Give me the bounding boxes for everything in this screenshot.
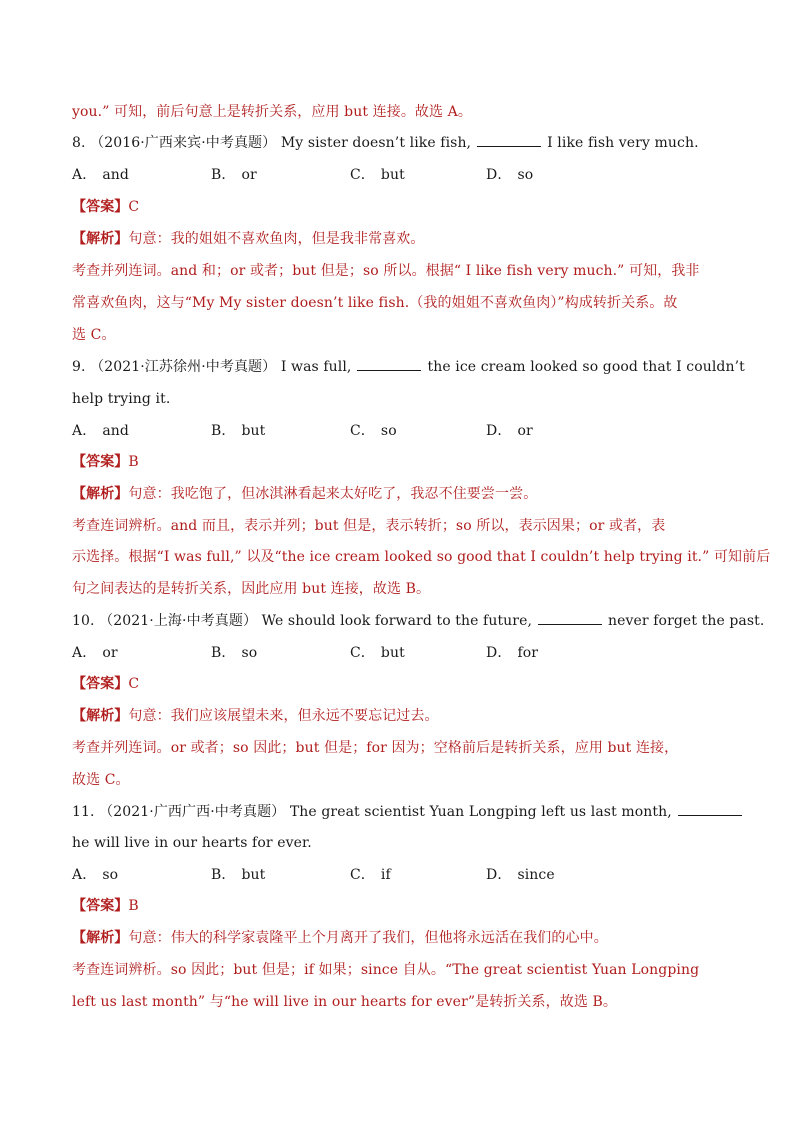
- option-d: D． so: [486, 167, 534, 183]
- question-11-analysis-line: 考查连词辨析。so 因此；but 但是；if 如果；since 自从。“The great scientist Yuan Longping: [72, 962, 700, 978]
- question-8-analysis-line: 选 C。: [72, 327, 116, 343]
- answer-blank: [538, 610, 602, 625]
- question-8: [72, 132, 724, 154]
- option-d: D． for: [486, 645, 539, 661]
- option-b: B． so: [211, 645, 258, 661]
- question-8-source: （2016·广西来宾·中考真题）: [90, 135, 277, 151]
- question-10-analysis-line: 考查并列连词。or 或者；so 因此；but 但是；for 因为；空格前后是转折关系，应用 but 连接，: [72, 740, 679, 756]
- question-10-analysis-label: 【解析】句意：我们应该展望未来，但永远不要忘记过去。: [72, 708, 439, 724]
- question-9: 9. （2021·江苏徐州·中考真题） I was full, the ice cream looked so good that I couldn’t: [72, 356, 724, 378]
- option-d: D． or: [486, 423, 533, 439]
- question-10-answer: 【答案】C: [72, 676, 140, 692]
- question-9-answer: 【答案】B: [72, 454, 139, 470]
- question-8-options: [72, 164, 724, 186]
- question-11-analysis-label: 【解析】句意：伟大的科学家袁隆平上个月离开了我们，但他将永远活在我们的心中。: [72, 930, 608, 946]
- answer-blank: [678, 801, 742, 816]
- option-a: A． so: [72, 867, 119, 883]
- question-10-options: [72, 642, 724, 664]
- question-9-analysis-line: 考查连词辨析。and 而且，表示并列；but 但是，表示转折；so 所以，表示因果；or 或者，表: [72, 518, 666, 534]
- question-9-analysis-label: 【解析】句意：我吃饱了，但冰淇淋看起来太好吃了，我忍不住要尝一尝。: [72, 486, 538, 502]
- question-11-analysis-line: left us last month” 与“he will live in our hearts for ever”是转折关系，故选 B。: [72, 994, 617, 1010]
- question-8-answer: 【答案】C: [72, 199, 140, 215]
- question-11-stem-cont: he will live in our hearts for ever.: [72, 835, 312, 851]
- question-8-analysis-line: 常喜欢鱼肉，这与“My My sister doesn’t like fish.（我的姐姐不喜欢鱼肉）”构成转折关系。故: [72, 295, 678, 311]
- question-9-analysis-line: 句之间表达的是转折关系，因此应用 but 连接，故选 B。: [72, 581, 431, 597]
- question-8-stem-before: My sister doesn’t like fish,: [280, 135, 472, 151]
- question-8-analysis-label: 【解析】句意：我的姐姐不喜欢鱼肉，但是我非常喜欢。: [72, 231, 425, 247]
- question-11: 11. （2021·广西广西·中考真题） The great scientist Yuan Longping left us last month,: [72, 801, 724, 823]
- option-d: D． since: [486, 867, 555, 883]
- option-c: C． but: [350, 645, 405, 661]
- option-a: A． or: [72, 645, 118, 661]
- question-10-analysis-line: 故选 C。: [72, 772, 130, 788]
- question-9-analysis-line: 示选择。根据“I was full,” 以及“the ice cream looked so good that I couldn’t help trying it.” 可知前后: [72, 549, 771, 565]
- option-a: A． and: [72, 167, 129, 183]
- option-c: C． if: [350, 867, 391, 883]
- prev-explanation-tail: you.” 可知，前后句意上是转折关系，应用 but 连接。故选 A。: [72, 104, 472, 120]
- question-8-stem-after: I like fish very much.: [547, 135, 699, 151]
- answer-blank: [477, 132, 541, 147]
- option-b: B． but: [211, 423, 266, 439]
- option-a: A． and: [72, 423, 129, 439]
- option-b: B． or: [211, 167, 257, 183]
- option-b: B． but: [211, 867, 266, 883]
- question-9-stem-cont: help trying it.: [72, 391, 171, 407]
- question-11-answer: 【答案】B: [72, 898, 139, 914]
- answer-blank: [357, 356, 421, 371]
- question-8-analysis-line: 考查并列连词。and 和；or 或者；but 但是；so 所以。根据“ I like fish very much.” 可知，我非: [72, 263, 700, 279]
- option-c: C． so: [350, 423, 397, 439]
- question-11-options: [72, 864, 724, 886]
- question-8-number: 8.: [72, 135, 86, 151]
- option-c: C． but: [350, 167, 405, 183]
- question-10: 10. （2021·上海·中考真题） We should look forward to the future, never forget the past.: [72, 610, 724, 632]
- question-9-options: [72, 420, 724, 442]
